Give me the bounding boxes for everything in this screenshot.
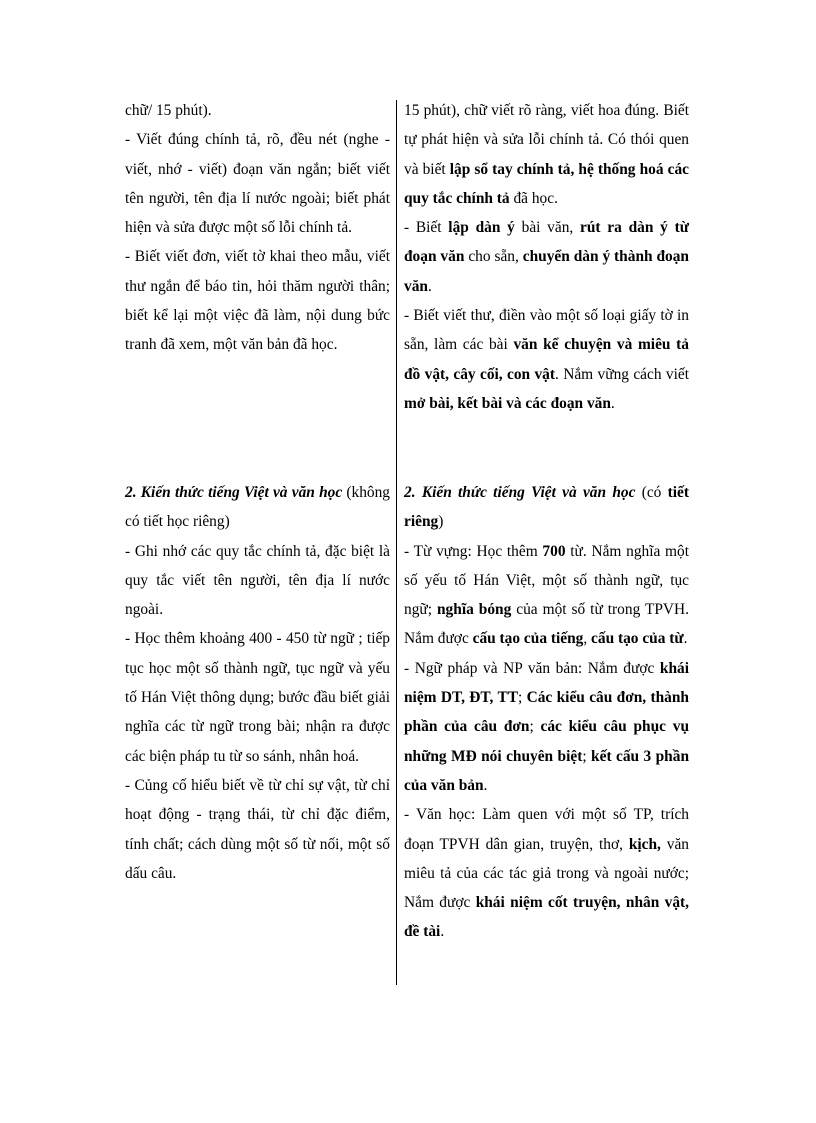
- text-run: ,: [583, 630, 592, 648]
- text-run: từ. Nắm nghĩa một số yếu tố Hán Việt, một số thành ngữ, tục ngữ;: [404, 542, 689, 619]
- text-run: văn kể chuyện và miêu tả đồ vật, cây cối, con vật: [404, 336, 689, 383]
- left-column-top: [125, 96, 390, 360]
- text-run: chuyển dàn ý thành đoạn văn: [404, 248, 689, 295]
- paragraph: [125, 96, 390, 125]
- text-run: đã học.: [509, 189, 558, 207]
- text-run: kết cấu 3 phần của văn bản: [404, 747, 690, 794]
- paragraph: [404, 654, 689, 800]
- column-divider: [396, 100, 397, 985]
- text-run: ;: [582, 747, 592, 765]
- text-run: cấu tạo của tiếng: [472, 630, 584, 648]
- text-run: khái niệm cốt truyện, nhân vật, đề tài: [404, 894, 689, 941]
- paragraph: [125, 771, 390, 888]
- paragraph: [404, 213, 689, 301]
- text-run: mở bài, kết bài và các đoạn văn: [404, 394, 611, 412]
- text-run: Các kiểu câu đơn, thành phần của câu đơn: [404, 689, 689, 736]
- text-run: chữ/ 15 phút).: [125, 102, 212, 119]
- paragraph: [125, 242, 390, 359]
- text-run: ): [438, 513, 444, 531]
- text-run: 15 phút), chữ viết rõ ràng, viết hoa đúng. Biết tự phát hiện và sửa lỗi chính tả. Có thói quen và biết: [404, 102, 689, 178]
- text-run: nghĩa bóng: [437, 601, 512, 619]
- paragraph: [404, 478, 689, 537]
- text-run: - Biết: [404, 219, 449, 237]
- text-run: của một số từ trong TPVH. Nắm được: [404, 601, 690, 648]
- text-run: tiết riêng: [404, 484, 689, 531]
- text-run: ;: [529, 718, 541, 736]
- text-run: bài văn,: [514, 219, 581, 237]
- text-run: - Từ vựng: Học thêm: [404, 542, 543, 560]
- text-run: kịch,: [628, 835, 661, 853]
- text-run: 700: [542, 542, 566, 560]
- text-run: - Ghi nhớ các quy tắc chính tả, đặc biệt là quy tắc viết tên người, tên địa lí nước ngoài.: [125, 542, 390, 619]
- text-run: (có: [635, 484, 668, 501]
- paragraph: [125, 125, 390, 242]
- text-run: - Biết viết đơn, viết tờ khai theo mẫu, viết thư ngắn để báo tin, hỏi thăm người thân; biết kể lại một việc đã làm, nội dung bức tranh đã xem, một văn bản đã học.: [125, 248, 390, 354]
- right-column-bottom: [404, 478, 689, 947]
- text-run: (không có tiết học riêng): [125, 484, 390, 531]
- text-run: 2. Kiến thức tiếng Việt và văn học: [125, 484, 343, 501]
- text-run: .: [683, 630, 688, 648]
- text-run: cho sẵn,: [464, 248, 523, 266]
- paragraph: [125, 624, 390, 770]
- text-run: các kiểu câu phục vụ những MĐ nói chuyên biệt: [404, 718, 690, 765]
- text-run: lập sổ tay chính tả, hệ thống hoá các quy tắc chính tả: [404, 160, 689, 207]
- text-run: văn miêu tả của các tác giả trong và ngoài nước; Nắm được: [404, 835, 689, 912]
- text-run: .: [610, 394, 615, 412]
- text-run: - Viết đúng chính tả, rõ, đều nét (nghe - viết, nhớ - viết) đoạn văn ngắn; biết viết tên người, tên địa lí nước ngoài; biết phát hiện và sửa được một số lỗi chính tả.: [125, 131, 390, 237]
- text-run: .: [440, 923, 445, 941]
- text-run: .: [483, 776, 488, 794]
- left-column-bottom: [125, 478, 390, 888]
- text-run: khái niệm DT, ĐT, TT: [404, 659, 689, 707]
- paragraph: [404, 537, 689, 654]
- paragraph: [404, 800, 689, 946]
- text-run: - Học thêm khoảng 400 - 450 từ ngữ ; tiếp tục học một số thành ngữ, tục ngữ và yếu tố Hán Việt thông dụng; bước đầu biết giải nghĩa các từ ngữ trong bài; nhận ra được các biện pháp tu từ so sánh, nhân hoá.: [125, 630, 390, 765]
- text-run: - Củng cố hiểu biết về từ chỉ sự vật, từ chỉ hoạt động - trạng thái, từ chỉ đặc điểm, tính chất; cách dùng một số từ nối, một số dấu câu.: [125, 776, 390, 882]
- paragraph: [404, 96, 689, 213]
- text-run: lập dàn ý: [448, 219, 515, 237]
- text-run: rút ra dàn ý từ đoạn văn: [404, 219, 689, 266]
- text-run: cấu tạo của từ: [591, 630, 684, 648]
- text-run: ;: [517, 689, 527, 707]
- paragraph: [125, 478, 390, 537]
- text-run: - Văn học: Làm quen với một số TP, trích đoạn TPVH dân gian, truyện, thơ,: [404, 806, 689, 853]
- right-column-top: [404, 96, 689, 418]
- text-run: - Ngữ pháp và NP văn bản: Nắm được: [404, 659, 660, 677]
- text-run: . Nắm vững cách viết: [555, 365, 689, 383]
- text-run: .: [427, 277, 432, 295]
- paragraph: [125, 537, 390, 625]
- paragraph: [404, 301, 689, 418]
- text-run: - Biết viết thư, điền vào một số loại giấy tờ in sẵn, làm các bài: [404, 307, 689, 354]
- text-run: 2. Kiến thức tiếng Việt và văn học: [404, 484, 636, 501]
